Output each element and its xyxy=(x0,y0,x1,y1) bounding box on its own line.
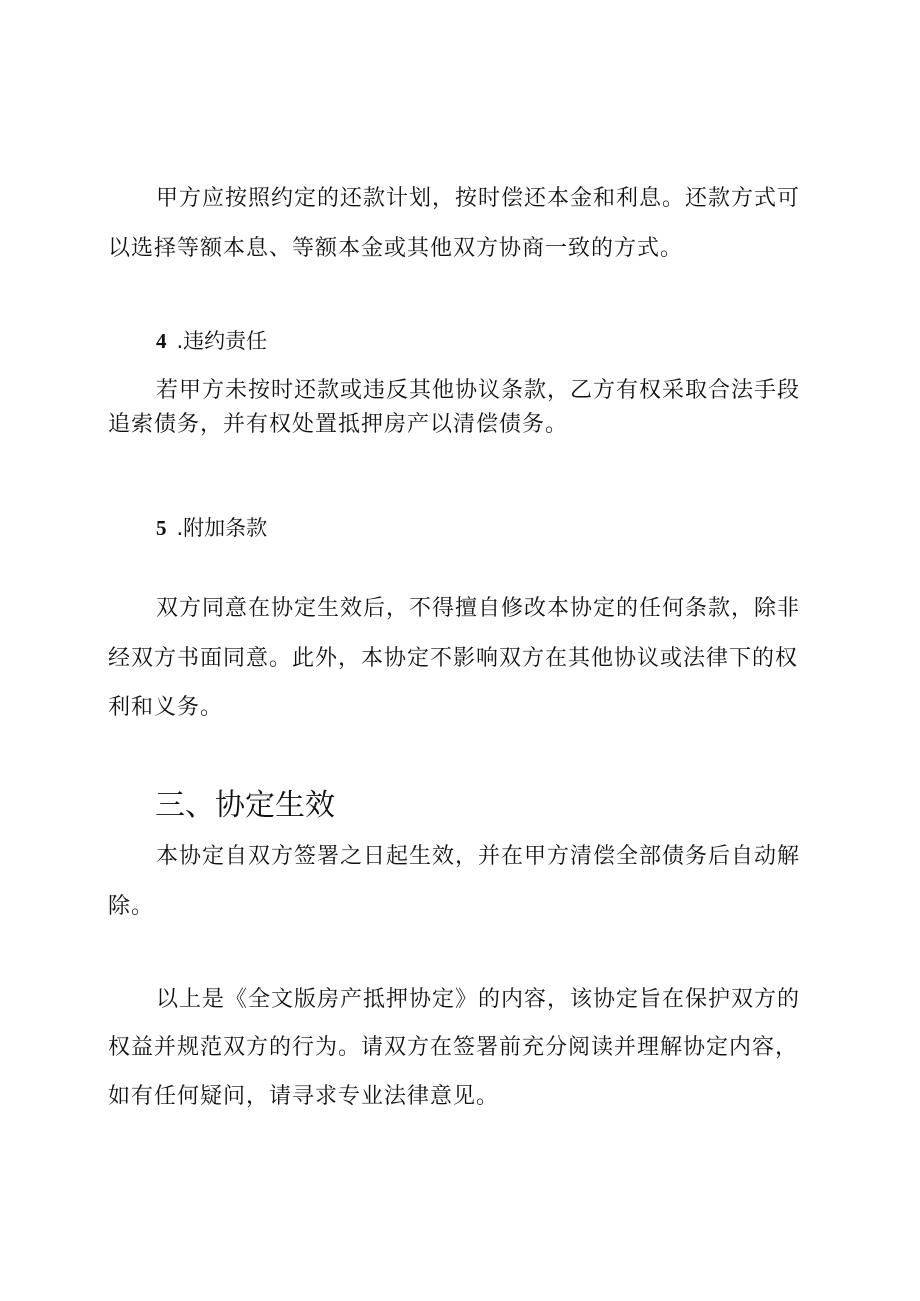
section-5-paragraph-line-1: 双方同意在协定生效后，不得擅自修改本协定的任何条款，除非 xyxy=(156,596,801,621)
section-4-paragraph-line-2: 追索债务，并有权处置抵押房产以清偿债务。 xyxy=(108,412,569,437)
section-4-title: .违约责任 xyxy=(176,329,268,353)
section-5-title: .附加条款 xyxy=(176,516,268,540)
repayment-paragraph-line-1: 甲方应按照约定的还款计划，按时偿还本金和利息。还款方式可 xyxy=(156,186,801,211)
section-4-paragraph-line-1: 若甲方未按时还款或违反其他协议条款，乙方有权采取合法手段 xyxy=(156,378,801,403)
section-4-heading xyxy=(156,326,267,356)
chapter-3-paragraph-line-2: 除。 xyxy=(108,894,155,919)
section-5-number: 5 xyxy=(156,516,167,540)
closing-paragraph-line-2: 权益并规范双方的行为。请双方在签署前充分阅读并理解协定内容， xyxy=(108,1035,799,1060)
repayment-paragraph-line-2: 以选择等额本息、等额本金或其他双方协商一致的方式。 xyxy=(108,236,684,261)
chapter-3-paragraph-line-1: 本协定自双方签署之日起生效，并在甲方清偿全部债务后自动解 xyxy=(156,844,801,869)
chapter-3-heading: 三、协定生效 xyxy=(155,788,335,823)
closing-paragraph-line-1: 以上是《全文版房产抵押协定》的内容，该协定旨在保护双方的 xyxy=(156,987,801,1012)
section-5-heading xyxy=(156,513,267,543)
section-5-paragraph-line-3: 利和义务。 xyxy=(108,695,224,720)
section-5-paragraph-line-2: 经双方书面同意。此外，本协定不影响双方在其他协议或法律下的权 xyxy=(108,646,799,671)
section-4-number: 4 xyxy=(156,329,167,353)
closing-paragraph-line-3: 如有任何疑问，请寻求专业法律意见。 xyxy=(108,1084,500,1109)
